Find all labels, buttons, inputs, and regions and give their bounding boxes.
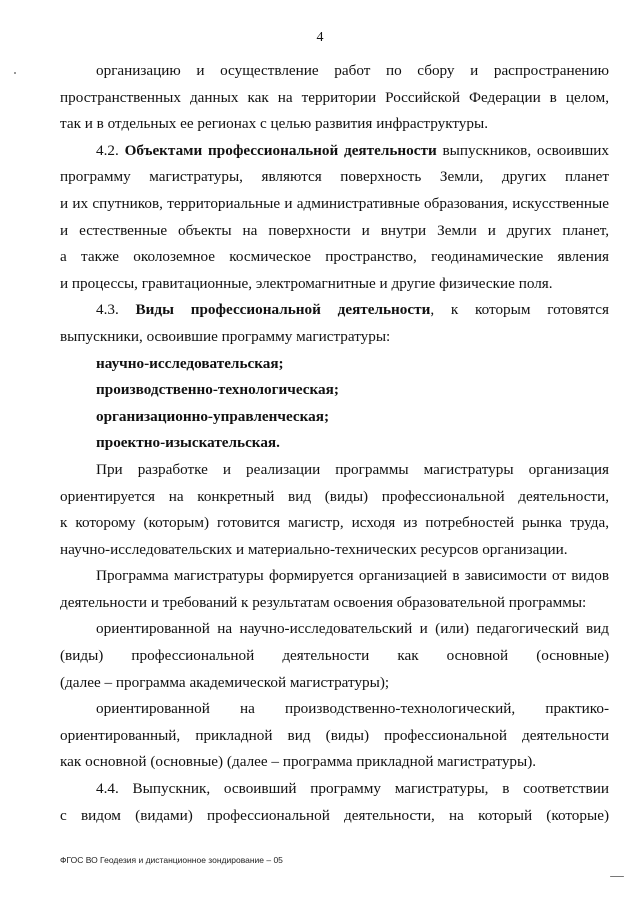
paragraph-formed <box>60 563 609 616</box>
scan-speck <box>610 876 624 877</box>
text-fragment: выпускников, освоивших <box>442 141 609 159</box>
activity-type-item: организационно-управленческая; <box>96 407 329 425</box>
bold-term: Объектами профессиональной деятельности <box>124 141 437 159</box>
text-line: и их спутников, территориальные и административные образования, искусственные <box>60 194 609 212</box>
text-line: Программа магистратуры формируется организацией в зависимости от видов <box>96 567 609 585</box>
text-line: как основной (основные) (далее – программа прикладной магистратуры). <box>60 753 537 771</box>
paragraph-development <box>60 457 609 563</box>
scan-speck <box>14 72 16 74</box>
text-line: ориентируется на конкретный вид (виды) профессиональной деятельности, <box>60 487 609 505</box>
activity-type-item: производственно-технологическая; <box>96 381 339 399</box>
text-line: выпускники, освоившие программу магистратуры: <box>60 327 391 345</box>
document-body <box>60 58 609 829</box>
paragraph-academic-master <box>60 616 609 696</box>
text-line: с видом (видами) профессиональной деятельности, на который (которые) <box>60 806 609 824</box>
text-line: программу магистратуры, являются поверхность Земли, других планет <box>60 168 609 186</box>
text-line: пространственных данных как на территории Российской Федерации в целом, <box>60 88 609 106</box>
section-number: 4.3. <box>96 301 119 319</box>
text-line: ориентированной на научно-исследовательский и (или) педагогический вид <box>96 620 609 638</box>
text-line: так и в отдельных ее регионах с целью развития инфраструктуры. <box>60 115 489 133</box>
text-line: (далее – программа академической магистратуры); <box>60 673 390 691</box>
text-line: (виды) профессиональной деятельности как основной (основные) <box>60 647 609 665</box>
section-4-4 <box>60 776 609 829</box>
text-line <box>60 138 609 165</box>
text-line: ориентированный, прикладной вид (виды) профессиональной деятельности <box>60 726 609 744</box>
activity-type-item: проектно-изыскательская. <box>96 434 280 452</box>
activity-type-item: научно-исследовательская; <box>96 354 284 372</box>
text-fragment: , к которым готовятся <box>430 301 609 319</box>
text-line: а также околоземное космическое пространство, геодинамические явления <box>60 248 609 266</box>
text-line: организацию и осуществление работ по сбору и распространению <box>96 62 609 79</box>
footer-standard-code: ФГОС ВО Геодезия и дистанционное зондирование – 05 <box>60 855 283 865</box>
text-line: и процессы, гравитационные, электромагнитные и другие физические поля. <box>60 274 553 292</box>
section-4-3 <box>60 297 609 457</box>
text-line: и естественные объекты на поверхности и внутри Земли и других планет, <box>60 221 609 239</box>
text-line: 4.4. Выпускник, освоивший программу магистратуры, в соответствии <box>96 780 609 798</box>
page-number: 4 <box>316 30 324 45</box>
text-line: научно-исследовательских и материально-технических ресурсов организации. <box>60 540 568 558</box>
text-line <box>60 297 609 324</box>
paragraph-applied-master <box>60 696 609 776</box>
text-line: ориентированной на производственно-технологический, практико- <box>96 700 609 718</box>
paragraph-intro-continuation <box>60 58 609 138</box>
text-line: При разработке и реализации программы магистратуры организация <box>96 460 609 478</box>
text-line: к которому (которым) готовится магистр, исходя из потребностей рынка труда, <box>60 514 609 532</box>
section-number: 4.2. <box>96 141 119 159</box>
section-4-2 <box>60 138 609 298</box>
text-line: деятельности и требований к результатам освоения образовательной программы: <box>60 593 587 611</box>
bold-term: Виды профессиональной деятельности <box>135 301 431 319</box>
